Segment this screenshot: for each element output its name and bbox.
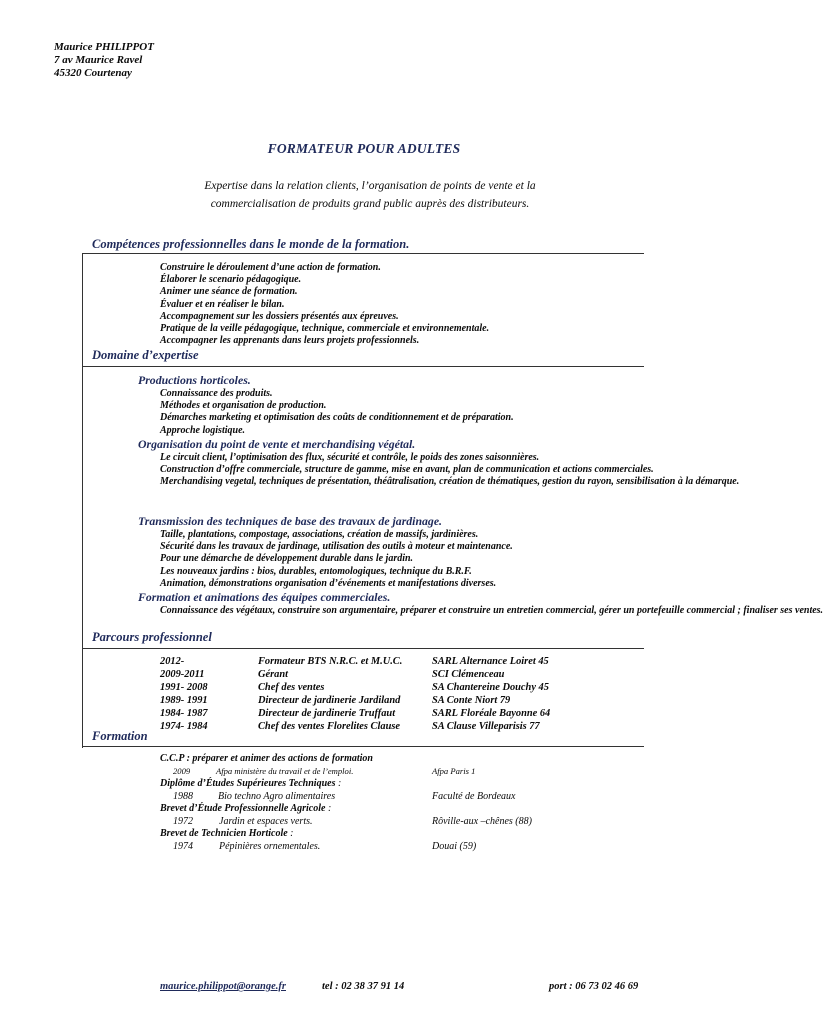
- formation-desc: Afpa ministère du travail et de l’emploi.: [216, 766, 354, 776]
- section-rule-formation: [82, 746, 644, 747]
- section-rule-competences: [82, 253, 644, 254]
- list-item: Méthodes et organisation de production.: [160, 400, 327, 412]
- parcours-role-column: [258, 655, 402, 733]
- mobile-phone: port : 06 73 02 46 69: [549, 981, 639, 992]
- formation-place: Rôville-aux –chênes (88): [432, 816, 532, 827]
- parcours-years: 1989- 1991: [160, 695, 208, 706]
- list-item: Le circuit client, l’optimisation des flux, sécurité et contrôle, le poids des zones saisonnières.: [160, 452, 540, 463]
- parcours-years: 1984- 1987: [160, 708, 208, 719]
- formation-year: 1974: [173, 841, 193, 852]
- section-heading-competences: Compétences professionnelles dans le monde de la formation.: [92, 237, 410, 251]
- parcours-years-column: [160, 655, 208, 733]
- formation-title-suffix: :: [335, 778, 342, 789]
- formation-title: C.C.P : préparer et animer des actions de formation: [160, 753, 373, 764]
- formation-year: 1972: [173, 816, 193, 827]
- parcours-years: 1974- 1984: [160, 721, 208, 732]
- section-vrule-formation: [82, 728, 83, 746]
- expertise-group-title: Transmission des techniques de base des travaux de jardinage.: [138, 514, 443, 528]
- parcours-company: SA Conte Niort 79: [432, 695, 511, 706]
- list-item: Accompagner les apprenants dans leurs projets professionnels.: [160, 335, 420, 347]
- formation-title-row: [160, 828, 294, 839]
- list-item: Connaissance des produits.: [160, 388, 273, 399]
- parcours-company-column: [432, 655, 550, 733]
- parcours-role: Chef des ventes Florelites Clause: [258, 721, 400, 732]
- list-item: Animer une séance de formation.: [160, 286, 298, 298]
- expertise-group-list: [160, 452, 740, 489]
- expertise-group-title: Organisation du point de vente et merchandising végétal.: [138, 437, 416, 451]
- list-item: Pour une démarche de développement durable dans le jardin.: [160, 553, 414, 565]
- list-item: Démarches marketing et optimisation des coûts de conditionnement et de préparation.: [160, 412, 514, 424]
- formation-title-suffix: :: [287, 828, 294, 839]
- section-rule-parcours: [82, 648, 644, 649]
- formation-place: Faculté de Bordeaux: [432, 791, 516, 802]
- intro-line-1: Expertise dans la relation clients, l’organisation de points de vente et la: [204, 180, 536, 192]
- expertise-group-list: [160, 605, 823, 617]
- parcours-role: Directeur de jardinerie Truffaut: [258, 708, 396, 719]
- section-vrule-competences: [82, 253, 83, 370]
- expertise-group-title: Formation et animations des équipes commerciales.: [138, 590, 391, 604]
- formation-title-row: [160, 778, 341, 789]
- formation-title: Brevet de Technicien Horticole: [160, 828, 288, 839]
- section-vrule-expertise: [82, 366, 83, 648]
- parcours-company: SARL Alternance Loiret 45: [432, 656, 549, 667]
- telephone: tel : 02 38 37 91 14: [322, 981, 405, 992]
- competences-list: [160, 262, 489, 347]
- section-rule-expertise: [82, 366, 644, 367]
- parcours-years: 2012-: [160, 656, 185, 667]
- formation-desc: Pépinières ornementales.: [219, 841, 321, 852]
- formation-title-row: [160, 803, 331, 814]
- formation-place: Afpa Paris 1: [432, 766, 476, 776]
- list-item: Approche logistique.: [160, 424, 246, 436]
- section-heading-parcours: Parcours professionnel: [92, 630, 212, 644]
- parcours-company: SA Clause Villeparisis 77: [432, 721, 540, 732]
- parcours-role: Gérant: [258, 669, 289, 680]
- list-item: Taille, plantations, compostage, associations, création de massifs, jardinières.: [160, 529, 479, 540]
- list-item: Construire le déroulement d’une action de formation.: [160, 262, 381, 273]
- parcours-company: SA Chantereine Douchy 45: [432, 682, 549, 693]
- parcours-role: Formateur BTS N.R.C. et M.U.C.: [258, 656, 403, 667]
- list-item: Sécurité dans les travaux de jardinage, utilisation des outils à moteur et maintenance.: [160, 541, 513, 553]
- expertise-group-title: Productions horticoles.: [138, 373, 251, 387]
- sender-street: 7 av Maurice Ravel: [54, 54, 143, 66]
- page-title: FORMATEUR POUR ADULTES: [267, 141, 461, 156]
- formation-desc: Jardin et espaces verts.: [219, 816, 313, 827]
- section-heading-formation: Formation: [92, 729, 148, 743]
- list-item: Pratique de la veille pédagogique, technique, commerciale et environnementale.: [160, 323, 490, 335]
- parcours-years: 1991- 2008: [160, 682, 208, 693]
- list-item: Accompagnement sur les dossiers présentés aux épreuves.: [160, 310, 399, 322]
- address-block: [54, 41, 154, 80]
- formation-desc: Bio techno Agro alimentaires: [218, 791, 336, 802]
- list-item: Élaborer le scenario pédagogique.: [160, 274, 302, 286]
- intro-line-2: commercialisation de produits grand public auprès des distributeurs.: [210, 198, 530, 210]
- parcours-role: Chef des ventes: [258, 682, 325, 693]
- formation-title: Brevet d’Étude Professionnelle Agricole: [160, 803, 326, 814]
- expertise-group-list: [160, 529, 513, 590]
- formation-place: Douai (59): [432, 841, 477, 852]
- email-link[interactable]: maurice.philippot@orange.fr: [160, 981, 286, 992]
- list-item: Connaissance des végétaux, construire son argumentaire, préparer et construire un entretien commercial, gérer un portefeuille commercial ; finaliser ses ventes.: [160, 605, 823, 616]
- list-item: Merchandising vegetal, techniques de présentation, théâtralisation, création de thématiques, gestion du rayon, sensibilisation à la démarque.: [160, 476, 740, 488]
- formation-year: 2009: [173, 766, 191, 776]
- sender-name: Maurice PHILIPPOT: [54, 41, 154, 53]
- list-item: Évaluer et en réaliser le bilan.: [160, 298, 285, 310]
- list-item: Les nouveaux jardins : bios, durables, entomologiques, technique du B.R.F.: [160, 565, 472, 577]
- formation-title-suffix: :: [325, 803, 332, 814]
- parcours-years: 2009-2011: [160, 669, 205, 680]
- expertise-group-list: [160, 388, 514, 437]
- list-item: Construction d’offre commerciale, structure de gamme, mise en avant, plan de communication et actions commerciales.: [160, 464, 654, 476]
- sender-city: 45320 Courtenay: [54, 67, 132, 79]
- formation-year: 1988: [173, 791, 193, 802]
- parcours-role: Directeur de jardinerie Jardiland: [258, 695, 401, 706]
- intro-text: [150, 177, 590, 213]
- parcours-company: SCI Clémenceau: [432, 669, 505, 680]
- formation-title: Diplôme d’Études Supérieures Techniques: [160, 778, 336, 789]
- parcours-company: SARL Floréale Bayonne 64: [432, 708, 551, 719]
- section-heading-expertise: Domaine d’expertise: [92, 348, 199, 362]
- list-item: Animation, démonstrations organisation d’événements et manifestations diverses.: [160, 577, 497, 589]
